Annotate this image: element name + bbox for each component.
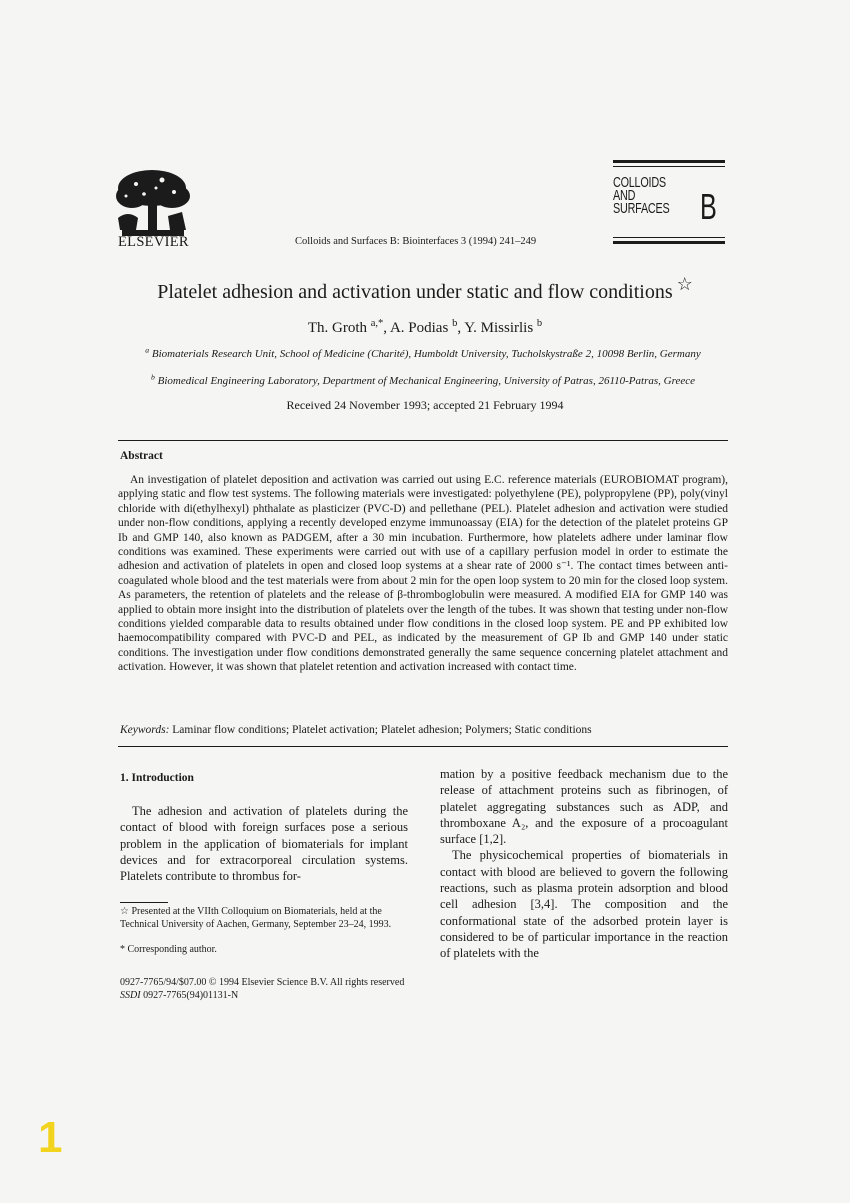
masthead-rule [613, 160, 725, 163]
author-affiliation-mark: b [536, 318, 543, 329]
author-name: , A. Podias [383, 320, 449, 336]
author-affiliation-mark: a,* [370, 318, 384, 329]
keywords [120, 724, 730, 736]
ssdi-line [120, 989, 450, 1002]
page-number: 1 [38, 1113, 63, 1162]
ssdi-label: SSDI [120, 990, 141, 1001]
intro-paragraph: The adhesion and activation of platelets during the contact of blood with foreign surfaces pose a serious problem in the application of biomaterials for implant devices and for extracorporeal circulation systems. Platelets contribute to thrombus for- [120, 804, 408, 884]
article-title [0, 274, 850, 304]
right-column [440, 766, 728, 962]
elsevier-tree-icon [112, 166, 194, 238]
intro-paragraph: The physicochemical properties of biomaterials in contact with blood are believed to govern the following reactions, such as plasma protein adsorption and blood cell adhesion [3,4]. The composition and the conformational state of the adsorbed protein layer is considered to be of particular importance in the reaction of platelets with the [440, 848, 728, 961]
masthead-line: AND [613, 187, 636, 204]
masthead-rule [613, 241, 725, 244]
received-dates: Received 24 November 1993; accepted 21 February 1994 [286, 398, 564, 412]
abstract-body: An investigation of platelet deposition and activation was carried out using E.C. reference materials (EUROBIOMAT program), applying static and flow test systems. The following materials were investigated: polyethylene (PE), polypropylene (PP), poly(vinyl chloride with di(ethylhexyl) phthalate as plasticizer (PVC-D) and pellethane (PEL). Platelet adhesion and activation were studied under non-flow conditions, applying a recently developed enzyme immunoassay (EIA) for the detection of the platelet proteins GP Ib and GMP 140, also known as PADGEM, after a 30 min incubation. Furthermore, how platelets adhere under laminar flow conditions was examined. These experiments were carried out with use of a capillary perfusion model in order to estimate the adhesion and activation of platelets in open and closed loop systems at a shear rate of 2000 s⁻¹. The contact times between anti-coagulated whole blood and the test materials were from about 2 min for the open loop system to 20 min for the closed loop system. As parameters, the retention of platelets and the release of β-thromboglobulin were measured. A modified EIA for GMP 140 was applied to obtain more insight into the distribution of platelets over the length of the tubes. It was shown that testing under non-flow conditions yielded comparable data to results obtained under flow conditions in the closed loop system. PE and PP exhibited low haemocompatibility compared with PVC-D and PEL, as indicated by the measurement of GP Ib and GMP 140 under static conditions. The investigation under flow conditions demonstrated generally the same sequence concerning platelet attachment and activation. However, it was shown that platelet retention and activation increased with contact time. [118, 474, 728, 674]
keywords-label: Keywords: [120, 724, 170, 736]
footnote: * Corresponding author. [120, 944, 217, 955]
section-rule [118, 440, 728, 441]
copyright-notice [120, 976, 450, 1002]
author-name: , Y. Missirlis [457, 320, 534, 336]
journal-masthead [613, 176, 669, 215]
masthead-line: COLLOIDS [613, 174, 666, 191]
affiliation-mark: b [151, 372, 155, 382]
title-text: Platelet adhesion and activation under static and flow conditions [157, 281, 673, 303]
section-heading: 1. Introduction [120, 772, 194, 784]
masthead-rule [613, 237, 725, 238]
affiliation-mark: a [145, 345, 150, 355]
masthead-line: SURFACES [613, 200, 670, 217]
affiliation-a [118, 347, 728, 362]
affiliation-text: Biomaterials Research Unit, School of Medicine (Charité), Humboldt University, Tucholskystraße 2, 10098 Berlin, Germany [151, 348, 701, 360]
title-footnote-mark: ☆ [676, 274, 693, 295]
author-name: Th. Groth [307, 320, 367, 336]
copyright-line: 0927-7765/94/$07.00 © 1994 Elsevier Science B.V. All rights reserved [120, 977, 405, 988]
publisher-name: ELSEVIER [118, 234, 189, 250]
section-rule [118, 746, 728, 747]
footnote: ☆ Presented at the VIIth Colloquium on Biomaterials, held at the Technical University of Aachen, Germany, September 23–24, 1993. [120, 906, 392, 930]
footnote-rule [120, 902, 168, 903]
author-list [0, 320, 850, 337]
intro-paragraph: mation by a positive feedback mechanism due to the release of attachment proteins such as fibrinogen, of platelet aggregating substances such as ADP, and thromboxane A₂, and the exposure of a procoagulant surface [1,2]. [440, 767, 728, 847]
abstract-heading: Abstract [120, 450, 163, 462]
affiliation-b [118, 372, 728, 387]
author-affiliation-mark: b [452, 318, 458, 329]
ssdi-value: 0927-7765(94)01131-N [140, 990, 239, 1001]
affiliation-text: Biomedical Engineering Laboratory, Department of Mechanical Engineering, University of Patras, 26110-Patras, Greece [157, 375, 695, 387]
masthead-rule [613, 166, 725, 167]
keywords-list: Laminar flow conditions; Platelet activation; Platelet adhesion; Polymers; Static conditions [172, 724, 592, 736]
journal-citation: Colloids and Surfaces B: Biointerfaces 3 (1994) 241–249 [295, 236, 537, 247]
journal-section-letter: B [700, 186, 717, 227]
